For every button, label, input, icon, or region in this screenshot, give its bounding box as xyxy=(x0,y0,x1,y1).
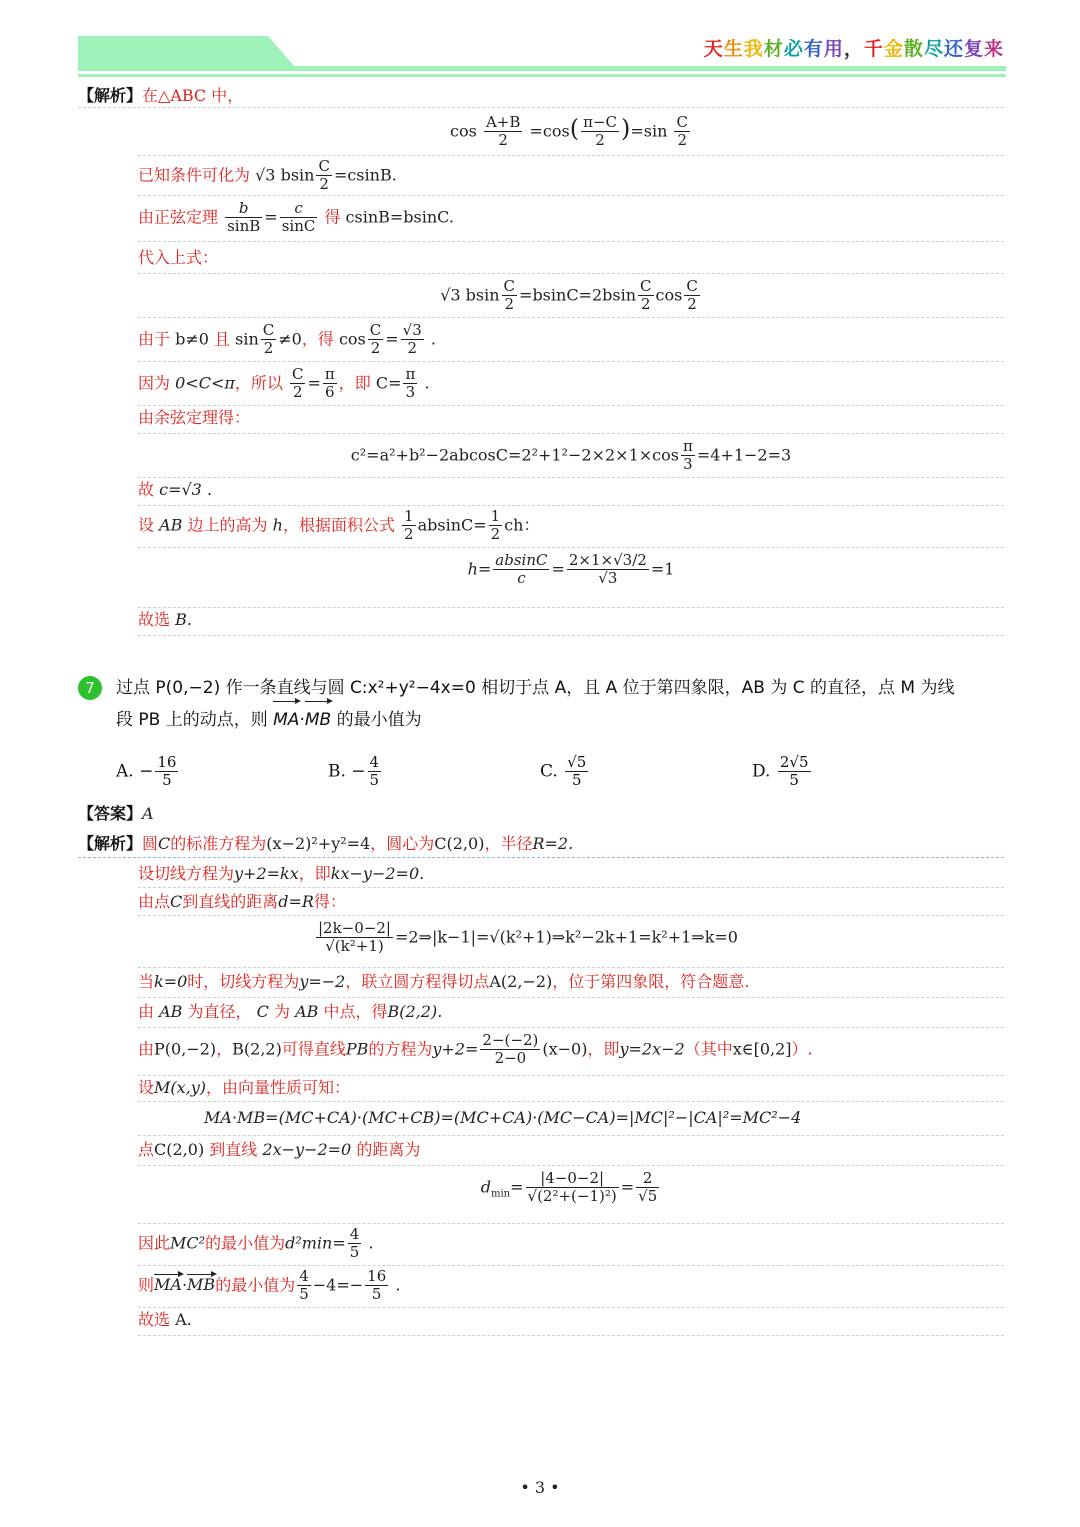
fraction: $\frac{A+B}{2}$ xyxy=(485,113,521,150)
slogan-char: 来 xyxy=(983,38,1004,60)
option-a: A. − $\frac{16}{5}$ xyxy=(116,753,177,790)
slogan-char: 必 xyxy=(783,38,804,60)
header-rule-thin xyxy=(78,74,1006,77)
q6-line-8: 因为 0<C<π，所以 $\frac{C}{2}$ = $\frac{\pi}{6}$ ，即 C= $\frac{\pi}{3}$ . xyxy=(138,366,1004,406)
slogan-char: 复 xyxy=(963,38,984,60)
slogan-char: 散 xyxy=(903,38,924,60)
fraction: $\frac{2-(-2)}{2-0}$ xyxy=(482,1031,539,1068)
q6-line-6: √3 bsin $\frac{C}{2}$ =bsinC=2bsin $\frac{C}{2}$ cos $\frac{C}{2}$ xyxy=(138,278,1004,318)
q7-sol-line-11: $d_{min}=$ $\frac{|4-0-2|}{\text{√(2²+(−1)²)}}$ = $\frac{2}{√5}$ xyxy=(138,1170,1004,1224)
fraction: $\frac{|4-0-2|}{\text{√(2²+(−1)²)}}$ xyxy=(527,1169,617,1206)
fraction: $\frac{|2k-0-2|}{\text{√(k²+1)}}$ xyxy=(318,919,391,956)
fraction: $\frac{c}{\sin C}$ xyxy=(281,199,316,236)
q6-line-11: 故 c=√3 . xyxy=(138,482,1004,506)
fraction: $\frac{2\times 1\times√3/2}{√3}$ xyxy=(568,551,647,588)
q6-line-4: 由正弦定理 $\frac{b}{\sin B}$ = $\frac{c}{\sin C}$ 得 csinB=bsinC. xyxy=(138,200,1004,242)
fraction: $\frac{1}{2}$ xyxy=(490,507,501,544)
fraction: $\frac{C}{2}$ xyxy=(676,113,688,150)
q7-stem-line-1: 过点 P(0,−2) 作一条直线与圆 C:x²+y²−4x=0 相切于点 A，且 A 位于第四象限，AB 为 C 的直径，点 M 为线 xyxy=(116,678,955,698)
q6-line-3: 已知条件可化为 √3 bsin $\frac{C}{2}$ =csinB. xyxy=(138,158,1004,196)
option-c: C. $\frac{√5}{5}$ xyxy=(540,753,587,790)
q7-sol-line-12: 因此MC²的最小值为d²min= $\frac{4}{5}$ . xyxy=(138,1226,1004,1266)
q6-line-10: c²=a²+b²−2abcosC=2²+1²−2×2×1×cos $\frac{\pi}{3}$ =4+1−2=3 xyxy=(138,438,1004,478)
vector-mb: MB xyxy=(187,1275,216,1295)
fraction: $\frac{4}{5}$ xyxy=(299,1267,309,1304)
q7-sol-line-8: 设M(x,y)，由向量性质可知： xyxy=(138,1080,1004,1102)
slogan-char: 尽 xyxy=(923,38,944,60)
q6-line-14: 故选 B. xyxy=(138,612,1004,636)
slogan-char: 还 xyxy=(943,38,964,60)
q7-sol-line-6: 由 AB 为直径， C 为 AB 中点，得B(2,2). xyxy=(138,1004,1004,1028)
q6-analysis-tag: 【解析】 xyxy=(78,86,143,105)
q6-line-2: cos $\frac{A+B}{2}$ =cos( $\frac{\pi-C}{2}$ )=sin $\frac{C}{2}$ xyxy=(138,114,1004,156)
slogan-char: ， xyxy=(843,38,864,60)
vector-mb: MB xyxy=(305,704,331,736)
q6-line-13: h= $\frac{absinC}{c}$ = $\frac{2\times 1\times√3/2}{√3}$ =1 xyxy=(138,552,1004,608)
fraction: $\frac{\pi}{3}$ xyxy=(682,437,693,474)
q7-sol-line-14: 故选 A. xyxy=(138,1312,1004,1336)
q6-line-7: 由于 b≠0 且 sin $\frac{C}{2}$ ≠0，得 cos $\frac{C}{2}$ = $\frac{√3}{2}$ . xyxy=(138,322,1004,362)
option-d: D. $\frac{2√5}{5}$ xyxy=(752,753,809,790)
q7-sol-line-10: 点C(2,0) 到直线 2x−y−2=0 的距离为 xyxy=(138,1142,1004,1166)
slogan-char: 我 xyxy=(743,38,764,60)
page-number: • 3 • xyxy=(520,1478,560,1497)
header-tab xyxy=(78,36,294,66)
slogan-char: 有 xyxy=(803,38,824,60)
fraction: $\frac{1}{2}$ xyxy=(404,507,414,544)
q7-sol-line-9: MA·MB=(MC+CA)·(MC+CB)=(MC+CA)·(MC−CA)=|MC|²−|CA|²=MC²−4 xyxy=(138,1110,1004,1136)
fraction: $\frac{C}{2}$ xyxy=(640,277,652,314)
vector-ma: MA xyxy=(154,1275,182,1295)
q7-sol-line-1: 【解析】圆C的标准方程为(x−2)²+y²=4，圆心为C(2,0)，半径R=2. xyxy=(78,836,1004,858)
q7-sol-line-2: 设切线方程为y+2=kx，即kx−y−2=0. xyxy=(138,866,1004,888)
vector-ma: MA xyxy=(273,704,299,736)
fraction: $\frac{C}{2}$ xyxy=(503,277,516,314)
q6-line-1: 【解析】在△ABC 中， xyxy=(78,88,1004,108)
fraction: $\frac{C}{2}$ xyxy=(369,321,382,358)
fraction: $\frac{\pi-C}{2}$ xyxy=(583,113,617,150)
analysis-tag: 【解析】 xyxy=(78,834,143,853)
fraction: $\frac{absinC}{c}$ xyxy=(495,551,548,588)
fraction: $\frac{2}{√5}$ xyxy=(638,1169,658,1206)
slogan-char: 生 xyxy=(723,38,744,60)
q7-stem-line-2: 段 PB 上的动点，则 MA·MB 的最小值为 xyxy=(116,704,1004,736)
q6-line-5: 代入上式： xyxy=(138,250,1004,274)
slogan-char: 用 xyxy=(823,38,844,60)
q7-sol-line-7: 由P(0,−2)，B(2,2)可得直线PB的方程为y+2= $\frac{2-(-2)}{2-0}$ (x−0)，即y=2x−2（其中x∈[0,2]）. xyxy=(138,1032,1004,1076)
q7-sol-line-3: 由点C到直线的距离d=R得： xyxy=(138,894,1004,916)
q7-sol-line-5: 当k=0时，切线方程为y=−2，联立圆方程得切点A(2,−2)，位于第四象限，符合题意. xyxy=(138,974,1004,998)
slogan-char: 材 xyxy=(763,38,784,60)
fraction: $\frac{C}{2}$ xyxy=(318,157,330,194)
fraction: $\frac{4}{5}$ xyxy=(349,1225,360,1262)
fraction: $\frac{C}{2}$ xyxy=(686,277,698,314)
slogan-char: 千 xyxy=(863,38,884,60)
q7-sol-line-13: 则MA·MB的最小值为 $\frac{4}{5}$ −4=− $\frac{16}{5}$ . xyxy=(138,1268,1004,1308)
q6-line-12: 设 AB 边上的高为 h，根据面积公式 $\frac{1}{2}$ absinC= $\frac{1}{2}$ ch： xyxy=(138,508,1004,548)
fraction: $\frac{\pi}{3}$ xyxy=(405,365,416,402)
fraction: $\frac{\pi}{6}$ xyxy=(324,365,335,402)
fraction: $\frac{16}{5}$ xyxy=(367,1267,387,1304)
question-number-badge: 7 xyxy=(78,676,102,700)
fraction: $\frac{C}{2}$ xyxy=(262,321,275,358)
fraction: $\frac{√3}{2}$ xyxy=(402,321,422,358)
fraction: $\frac{b}{\sin B}$ xyxy=(227,199,261,236)
q6-line-9: 由余弦定理得： xyxy=(138,410,1004,434)
slogan-char: 天 xyxy=(703,38,724,60)
option-b: B. − $\frac{4}{5}$ xyxy=(328,753,380,790)
slogan-char: 金 xyxy=(883,38,904,60)
answer-tag: 【答案】 xyxy=(78,804,143,823)
q7-sol-line-4: $\frac{|2k-0-2|}{\text{√(k²+1)}}$ =2⇒|k−1|=√(k²+1)⇒k²−2k+1=k²+1⇒k=0 xyxy=(138,920,1004,968)
q7-answer: 【答案】A xyxy=(78,804,154,823)
fraction: $\frac{C}{2}$ xyxy=(291,365,304,402)
header-slogan xyxy=(704,34,1004,61)
header-rule xyxy=(78,66,1006,71)
